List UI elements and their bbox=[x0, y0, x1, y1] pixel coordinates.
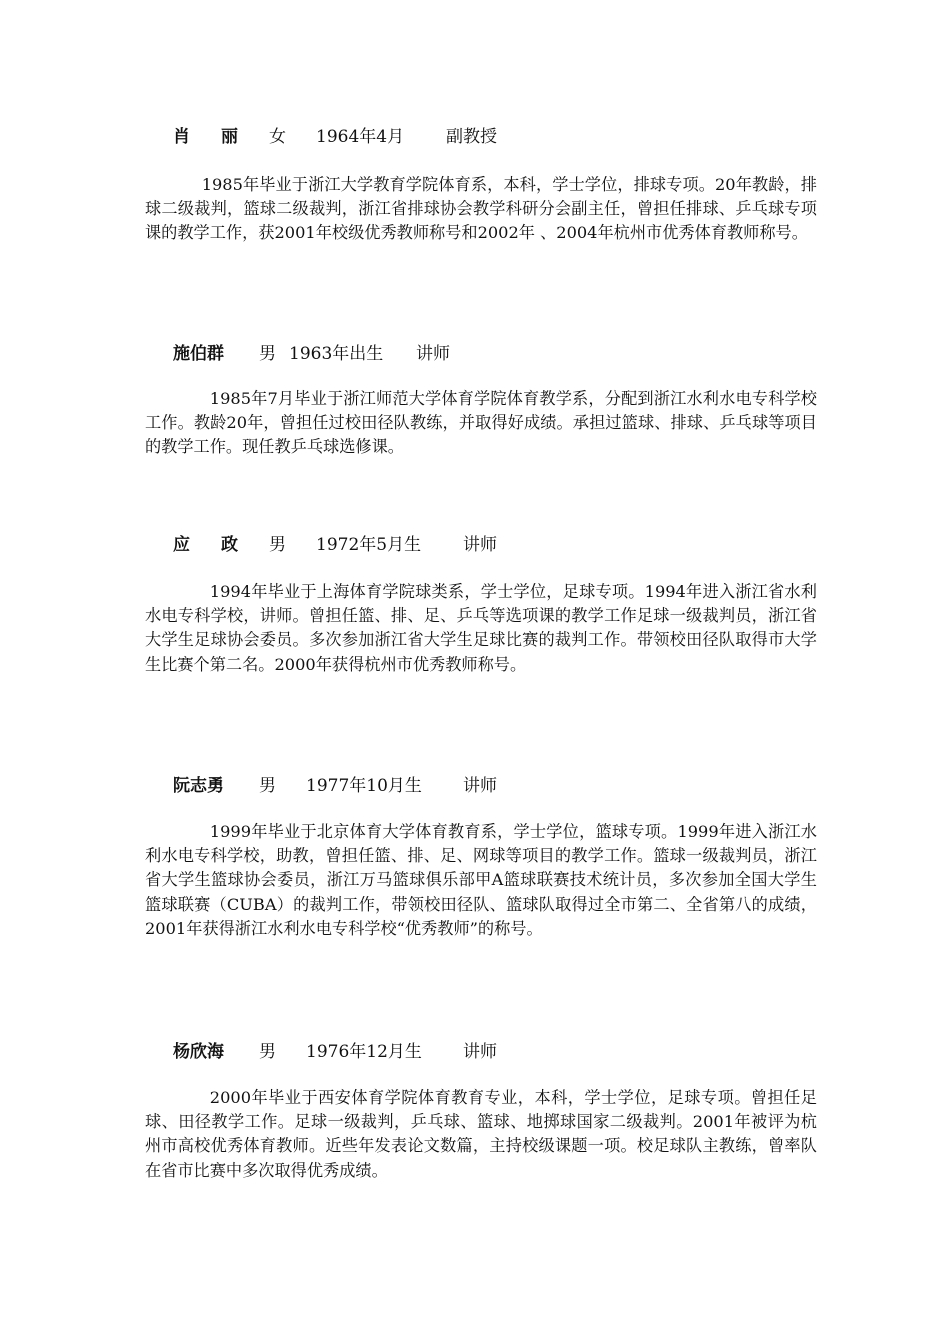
teacher-gender: 男 bbox=[259, 776, 276, 796]
teacher-title: 讲师 bbox=[463, 535, 497, 555]
teacher-entry bbox=[145, 340, 817, 460]
teacher-header bbox=[145, 1038, 817, 1066]
teacher-bio: 1999年毕业于北京体育大学体育教育系，学士学位，篮球专项。1999年进入浙江水利水电专科学校，助教，曾担任篮、排、足、网球等项目的教学工作。篮球一级裁判员，浙江省大学生篮球协会委员，浙江万马篮球俱乐部甲A篮球联赛技术统计员，多次参加全国大学生篮球联赛（CUBA）的裁判工作，带领校田径队、篮球队取得过全市第二、全省第八的成绩，2001年获得浙江水利水电专科学校“优秀教师”的称号。 bbox=[145, 822, 817, 938]
teacher-name: 杨欣海 bbox=[173, 1042, 224, 1062]
teacher-birth: 1963年出生 bbox=[289, 344, 384, 364]
teacher-birth: 1972年5月生 bbox=[316, 535, 422, 555]
teacher-name: 施伯群 bbox=[173, 344, 224, 364]
teacher-entry bbox=[145, 531, 817, 677]
teacher-gender: 男 bbox=[259, 344, 276, 364]
teacher-header bbox=[145, 340, 817, 368]
teacher-entry bbox=[145, 1038, 817, 1183]
teacher-bio: 1985年7月毕业于浙江师范大学体育学院体育教学系，分配到浙江水利水电专科学校工作。教龄20年，曾担任过校田径队教练，并取得好成绩。承担过篮球、排球、乒乓球等项目的教学工作。现任教乒乓球选修课。 bbox=[145, 389, 817, 457]
teacher-entry bbox=[145, 772, 817, 941]
teacher-entry bbox=[145, 123, 817, 246]
teacher-name: 应政 bbox=[173, 535, 269, 555]
teacher-birth: 1976年12月生 bbox=[306, 1042, 422, 1062]
teacher-bio: 2000年毕业于西安体育学院体育教育专业，本科，学士学位，足球专项。曾担任足球、田径教学工作。足球一级裁判，乒乓球、篮球、地掷球国家二级裁判。2001年被评为杭州市高校优秀体育教师。近些年发表论文数篇，主持校级课题一项。校足球队主教练，曾率队在省市比赛中多次取得优秀成绩。 bbox=[145, 1088, 817, 1180]
teacher-gender: 男 bbox=[269, 535, 286, 555]
teacher-header bbox=[145, 772, 817, 800]
teacher-gender: 男 bbox=[259, 1042, 276, 1062]
teacher-name: 阮志勇 bbox=[173, 776, 224, 796]
teacher-birth: 1964年4月 bbox=[316, 127, 405, 147]
teacher-title: 讲师 bbox=[463, 776, 497, 796]
teacher-title: 讲师 bbox=[463, 1042, 497, 1062]
teacher-bio: 1994年毕业于上海体育学院球类系，学士学位，足球专项。1994年进入浙江省水利水电专科学校，讲师。曾担任篮、排、足、乒乓等选项课的教学工作足球一级裁判员，浙江省大学生足球协会委员。多次参加浙江省大学生足球比赛的裁判工作。带领校田径队取得市大学生比赛个第二名。2000年获得杭州市优秀教师称号。 bbox=[145, 582, 817, 674]
teacher-header bbox=[145, 123, 817, 151]
teacher-header bbox=[145, 531, 817, 559]
teacher-title: 讲师 bbox=[416, 344, 450, 364]
teacher-gender: 女 bbox=[269, 127, 286, 147]
teacher-bio: 1985年毕业于浙江大学教育学院体育系，本科，学士学位，排球专项。20年教龄，排球二级裁判，篮球二级裁判，浙江省排球协会教学科研分会副主任，曾担任排球、乒乓球专项课的教学工作，获2001年校级优秀教师称号和2002年 、2004年杭州市优秀体育教师称号。 bbox=[145, 175, 817, 243]
teacher-title: 副教授 bbox=[446, 127, 497, 147]
teacher-birth: 1977年10月生 bbox=[306, 776, 422, 796]
teacher-name: 肖丽 bbox=[173, 127, 269, 147]
